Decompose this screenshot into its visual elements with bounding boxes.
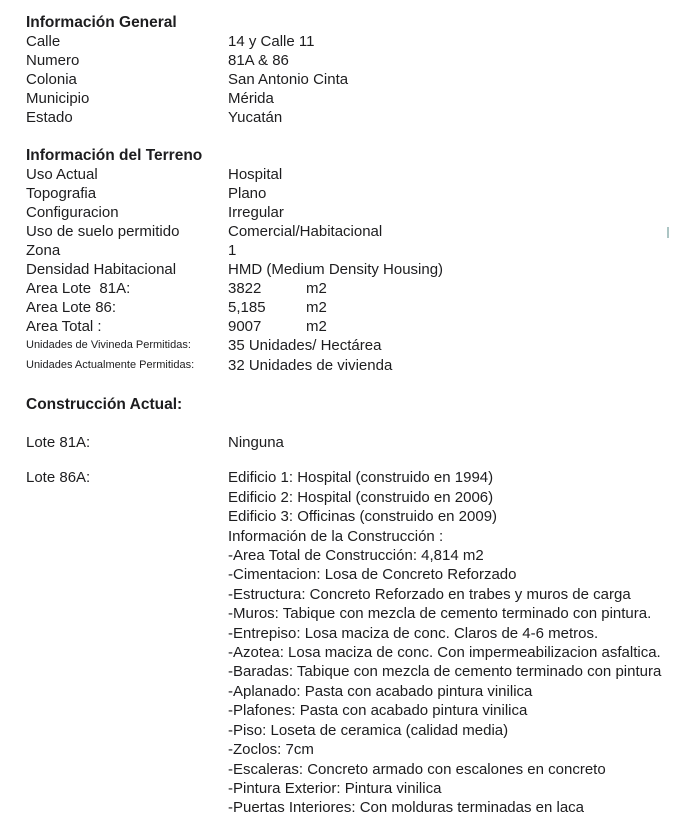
construction-line: -Entrepiso: Losa maciza de conc. Claros de 4-6 metros. [228,624,599,642]
field-value: 81A & 86 [228,52,289,69]
row-zona [26,241,675,260]
field-value: 5,185 [228,299,266,316]
spacer [26,452,675,468]
construction-detail-list [228,468,661,816]
field-label: Colonia [26,71,77,88]
row-area-total [26,317,675,336]
field-label: Calle [26,33,61,50]
field-label: Zona [26,242,61,259]
row-configuracion [26,203,675,222]
field-value: 9007 [228,318,262,335]
field-label: Area Total : [26,318,102,335]
row-estado [26,108,675,127]
construction-line: Edificio 2: Hospital (construido en 2006) [228,488,494,506]
spacer [26,127,675,146]
row-area-lote-81a [26,279,675,298]
field-value: Comercial/Habitacional [228,223,383,240]
row-unidades-actualmente-permitidas [26,356,675,376]
section-title-informacion-general: Información General [26,14,177,31]
row-unidades-vivienda-permitidas [26,336,675,356]
field-value: 35 Unidades/ Hectárea [228,337,382,354]
field-value: Irregular [228,204,284,221]
construction-line: -Aplanado: Pasta con acabado pintura vinilica [228,682,533,700]
field-value: Ninguna [228,434,284,451]
row-uso-actual [26,165,675,184]
field-value: 1 [228,242,237,259]
field-label: Unidades de Vivineda Permitidas: [26,339,191,351]
row-lote-86a [26,468,675,816]
construction-line: -Azotea: Losa maciza de conc. Con impermeabilizacion asfaltica. [228,644,661,662]
row-colonia [26,70,675,89]
field-value: HMD (Medium Density Housing) [228,261,444,278]
field-label: Area Lote 86: [26,299,117,316]
construction-line: -Zoclos: 7cm [228,741,314,759]
field-label: Topografia [26,185,97,202]
field-unit: m2 [306,299,327,316]
field-unit: m2 [306,318,327,335]
construction-line: -Muros: Tabique con mezcla de cemento terminado con pintura. [228,605,652,623]
spacer [26,414,675,433]
field-label: Lote 81A: [26,434,91,451]
section-title-informacion-terreno: Información del Terreno [26,147,203,164]
row-numero [26,51,675,70]
field-unit: m2 [306,280,327,297]
row-uso-suelo-permitido [26,222,675,241]
field-label: Municipio [26,90,90,107]
field-label: Area Lote 81A: [26,280,131,297]
construction-line: Información de la Construcción : [228,527,444,545]
field-value: Plano [228,185,267,202]
field-value: San Antonio Cinta [228,71,349,88]
row-municipio [26,89,675,108]
field-label: Estado [26,109,73,126]
row-topografia [26,184,675,203]
construction-line: -Area Total de Construcción: 4,814 m2 [228,547,484,565]
field-value: Yucatán [228,109,283,126]
construction-line: -Puertas Interiores: Con molduras terminadas en laca [228,799,585,816]
field-value: Mérida [228,90,274,107]
row-area-lote-86 [26,298,675,317]
field-label: Densidad Habitacional [26,261,177,278]
field-value: 32 Unidades de vivienda [228,357,393,374]
field-label: Lote 86A: [26,469,91,487]
construction-line: -Pintura Exterior: Pintura vinilica [228,779,442,797]
construction-line: Edificio 3: Officinas (construido en 2009) [228,508,498,526]
section-title-construccion-actual: Construcción Actual: [26,396,183,413]
field-value: 3822 [228,280,262,297]
construction-line: -Cimentacion: Losa de Concreto Reforzado [228,566,517,584]
field-label: Uso Actual [26,166,98,183]
construction-line: -Plafones: Pasta con acabado pintura vinilica [228,702,528,720]
row-calle [26,32,675,51]
field-label: Unidades Actualmente Permitidas: [26,359,195,371]
construction-line: Edificio 1: Hospital (construido en 1994) [228,469,494,487]
field-value: 14 y Calle 11 [228,33,315,50]
field-value: Hospital [228,166,283,183]
construction-line: -Baradas: Tabique con mezcla de cemento terminado con pintura [228,663,662,681]
field-label: Uso de suelo permitido [26,223,180,240]
field-label: Configuracion [26,204,119,221]
spacer [26,376,675,395]
construction-line: -Escaleras: Concreto armado con escalones en concreto [228,760,606,778]
field-label: Numero [26,52,80,69]
row-densidad-habitacional [26,260,675,279]
row-lote-81a [26,433,675,452]
construction-line: -Piso: Loseta de ceramica (calidad media) [228,721,509,739]
scan-artifact-mark [667,227,669,238]
construction-line: -Estructura: Concreto Reforzado en trabes y muros de carga [228,585,631,603]
